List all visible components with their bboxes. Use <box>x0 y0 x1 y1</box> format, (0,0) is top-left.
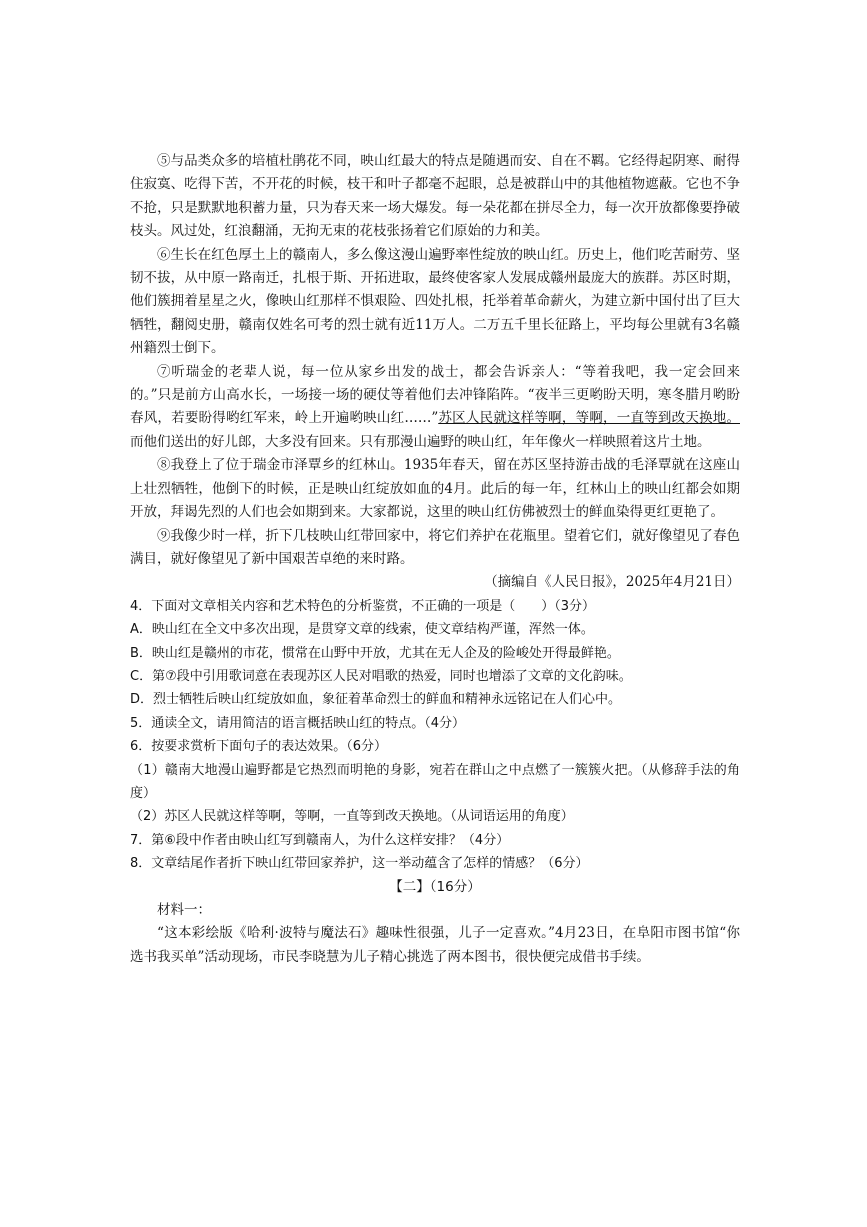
question-7: 7．第⑥段中作者由映山红写到赣南人，为什么这样安排？（4分） <box>130 832 510 848</box>
question-4-option-c: C．第⑦段中引用歌词意在表现苏区人民对唱歌的热爱，同时也增添了文章的文化韵味。 <box>130 668 632 684</box>
paragraph-7-text-a: ⑦听瑞金的老辈人说，每一位从家乡出发的战士，都会告诉亲人：“等着我吧，我一定会回来的。”只是前方山高水长，一场接一场的硬仗等着他们去冲锋陷阵。“夜半三更哟盼天明，寒冬腊月哟盼春风，若要盼得哟红军来，岭上开遍哟映山红……” <box>130 363 740 427</box>
question-4-option-b: B．映山红是赣州的市花，惯常在山野中开放，尤其在无人企及的险峻处开得最鲜艳。 <box>130 645 620 661</box>
article-paragraph-5: ⑤与品类众多的培植杜鹃花不同，映山红最大的特点是随遇而安、自在不羁。它经得起阴寒、耐得住寂寞、吃得下苦，不开花的时候，枝干和叶子都毫不起眼，总是被群山中的其他植物遮蔽。它也不争不抢，只是默默地积蓄力量，只为春天来一场大爆发。每一朵花都在拼尽全力，每一次开放都像要挣破枝头。风过处，红浪翻涌，无拘无束的花枝张扬着它们原始的力和美。 <box>130 153 740 240</box>
section-2-heading: 【二】（16分） <box>389 878 481 895</box>
question-5: 5．通读全文，请用简洁的语言概括映山红的特点。（4分） <box>130 715 466 731</box>
article-source: （摘编自《人民日报》，2025年4月21日） <box>484 574 740 591</box>
article-paragraph-9: ⑨我像少时一样，折下几枝映山红带回家中，将它们养护在花瓶里。望着它们，就好像望见了春色满目，就好像望见了新中国艰苦卓绝的来时路。 <box>130 527 740 567</box>
question-4: 4．下面对文章相关内容和艺术特色的分析鉴赏，不正确的一项是（ ）（3分） <box>130 598 596 614</box>
question-4-option-d: D．烈士牺牲后映山红绽放如血，象征着革命烈士的鲜血和精神永远铭记在人们心中。 <box>130 692 622 708</box>
exam-content <box>130 150 740 969</box>
article-paragraph-8: ⑧我登上了位于瑞金市泽覃乡的红林山。1935年春天，留在苏区坚持游击战的毛泽覃就在这座山上壮烈牺牲，他倒下的时候，正是映山红绽放如血的4月。此后的每一年，红林山上的映山红都会如期开放，拜谒先烈的人们也会如期到来。大家都说，这里的映山红仿佛被烈士的鲜血染得更红更艳了。 <box>130 457 740 521</box>
paragraph-7-text-b: 而他们送出的好儿郎，大多没有回来。只有那漫山遍野的映山红，年年像火一样映照着这片土地。 <box>130 433 711 450</box>
question-6: 6．按要求赏析下面句子的表达效果。（6分） <box>130 739 388 755</box>
question-6-part-2: （2）苏区人民就这样等啊，等啊，一直等到改天换地。（从词语运用的角度） <box>130 809 574 825</box>
material-1-text: “这本彩绘版《哈利·波特与魔法石》趣味性很强，儿子一定喜欢。”4月23日，在阜阳市图书馆“你选书我买单”活动现场，市民李晓慧为儿子精心挑选了两本图书，很快便完成借书手续。 <box>130 925 740 965</box>
article-paragraph-6: ⑥生长在红色厚土上的赣南人，多么像这漫山遍野率性绽放的映山红。历史上，他们吃苦耐劳、坚韧不拔，从中原一路南迁，扎根于斯、开拓进取，最终使客家人发展成赣州最庞大的族群。苏区时期，他们簇拥着星星之火，像映山红那样不惧艰险、四处扎根，托举着革命薪火，为建立新中国付出了巨大牺牲，翻阅史册，赣南仅姓名可考的烈士就有近11万人。二万五千里长征路上，平均每公里就有3名赣州籍烈士倒下。 <box>130 246 740 357</box>
question-4-option-a: A．映山红在全文中多次出现，是贯穿文章的线索，使文章结构严谨，浑然一体。 <box>130 622 594 638</box>
article-paragraph-7 <box>130 361 740 455</box>
underlined-sentence: 苏区人民就这样等啊，等啊，一直等到改天换地。 <box>438 410 740 427</box>
question-6-part-1: （1）赣南大地漫山遍野都是它热烈而明艳的身影，宛若在群山之中点燃了一簇簇火把。（从修辞手法的角度） <box>130 762 740 801</box>
question-8: 8．文章结尾作者折下映山红带回家养护，这一举动蕴含了怎样的情感？（6分） <box>130 856 589 872</box>
material-1-label: 材料一： <box>157 902 211 918</box>
